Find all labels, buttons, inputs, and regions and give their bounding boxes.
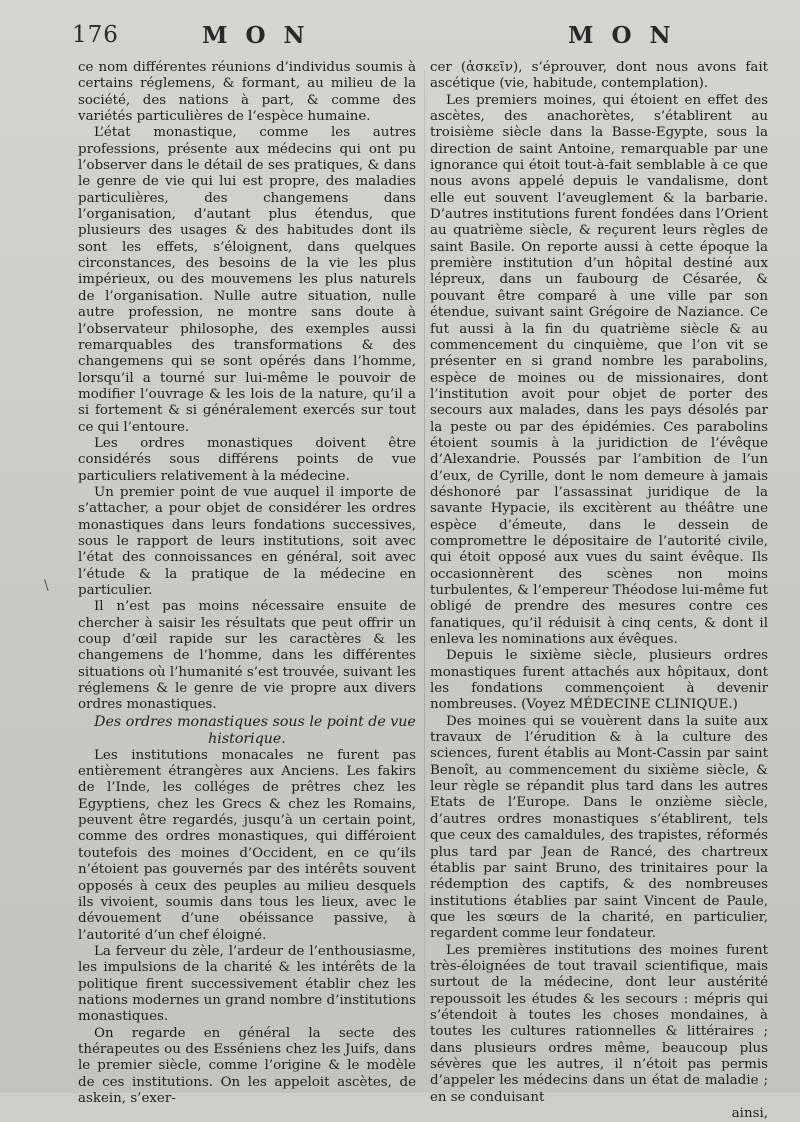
paragraph: On regarde en général la secte des thérapeutes ou des Esséniens chez les Juifs, dans le premier siècle, comme l’origine & le modèle de ces institutions. On les appeloit ascètes, de askein, s’exer- [78, 1025, 416, 1106]
paragraph: Il n’est pas moins nécessaire ensuite de chercher à saisir les résultats que peut offrir un coup d’œil rapide sur les caractères & les changemens de l’homme, dans les différentes situations où l’humanité s’est trouvée, suivant les réglemens & le genre de vie propre aux divers ordres monastiques. [78, 599, 416, 713]
paragraph: ce nom différentes réunions d’individus soumis à certains réglemens, & formant, au milieu de la société, des nations à part, & comme des variétés particulières de l’espèce humaine. [78, 60, 416, 125]
paragraph: Depuis le sixième siècle, plusieurs ordres monastiques furent attachés aux hôpitaux, dont les fondations commençoient à devenir nombreuses. (Voyez MÉDECINE CLINIQUE.) [430, 648, 768, 713]
paragraph: ainsi, [731, 1106, 768, 1121]
paragraph: Les premières institutions des moines furent très-éloignées de tout travail scientifique, mais surtout de la médecine, dont leur austérité repoussoit les études & les secours : mépris qui s’étendoit à toutes les choses mondaines, à toutes les cultures rationnelles & littéraires ; dans plusieurs ordres même, beaucoup plus sévères que les autres, il n’étoit pas permis d’appeler les médecins dans un état de maladie ; en se conduisant [430, 942, 768, 1105]
section-heading: Des ordres monastiques sous le point de vue historique. [94, 713, 416, 747]
paragraph: L’état monastique, comme les autres professions, présente aux médecins qui ont pu l’observer dans le détail de ses pratiques, & dans le genre de vie qui lui est propre, des maladies particulières, des changemens dans l’organisation, d’autant plus étendus, que plusieurs des usages & des habitudes dont ils sont les effets, s’éloignent, dans quelques circonstances, des besoins de la vie les plus impérieux, ou des mouvemens les plus naturels de l’organisation. Nulle autre situation, nulle autre profession, ne montre sans doute à l’observateur philosophe, des exemples aussi remarquables des transformations & des changemens qui se sont opérés dans l’homme, lorsqu’il a tourné sur lui-même le pouvoir de modifier l’ouvrage & les lois de la nature, qu’il a si fortement & si généralement exercés sur tout ce qui l’entoure. [78, 125, 416, 435]
paragraph: La ferveur du zèle, l’ardeur de l’enthousiasme, les impulsions de la charité & les intérêts de la politique firent successivement établir chez les nations modernes un grand nombre d’institutions monastiques. [78, 943, 416, 1025]
paragraph: Un premier point de vue auquel il importe de s’attacher, a pour objet de considérer les ordres monastiques dans leurs fondations successives, sous le rapport de leurs institutions, soit avec l’état des connoissances en général, soit avec l’étude & la pratique de la médecine en particulier. [78, 484, 416, 598]
paragraph: Des moines qui se vouèrent dans la suite aux travaux de l’érudition & à la culture des sciences, furent établis au Mont-Cassin par saint Benoît, au commencement du sixième siècle, & leur règle se répandit plus tard dans les autres Etats de l’Europe. Dans le onzième siècle, d’autres ordres monastiques s’établirent, tels que ceux des camaldules, des trapistes, réformés plus tard par Jean de Rancé, des chartreux établis par saint Bruno, des trinitaires pour la rédemption des captifs, & des nombreuses institutions établies par saint Vincent de Paule, que les sœurs de la charité, en particulier, regardent comme leur fondateur. [430, 713, 768, 942]
left-column [78, 60, 416, 1107]
paragraph: Les ordres monastiques doivent être considérés sous différens points de vue particuliers relativement à la médecine. [78, 435, 416, 484]
paragraph: cer (ἀσκεῖν), s’éprouver, dont nous avons fait ascétique (vie, habitude, contemplation). [430, 60, 768, 92]
margin-mark: \ [44, 578, 49, 594]
right-column [430, 60, 768, 1122]
running-head-right: M O N [568, 22, 676, 49]
paragraph: Les premiers moines, qui étoient en effet des ascètes, des anachorètes, s’établirent au troisième siècle dans la Basse-Egypte, sous la direction de saint Antoine, remarquable par une ignorance qui étoit tout-à-fait semblable à ce que nous avons appelé depuis le vandalisme, dont elle eut souvent l’aveuglement & la barbarie. D’autres institutions furent fondées dans l’Orient au quatrième siècle, & reçurent leurs règles de saint Basile. On reporte aussi à cette époque la première institution d’un hôpital destiné aux lépreux, dans un faubourg de Césarée, & pouvant être comparé à une ville par son étendue, suivant saint Grégoire de Naziance. Ce fut aussi à la fin du quatrième siècle & au commencement du cinquième, que l’on vit se présenter en si grand nombre les parabolins, espèce de moines ou de missionaires, dont l’institution avoit pour objet de porter des secours aux malades, dans les pays désolés par la peste ou par des épidémies. Ces parabolins étoient soumis à la juridiction de l’évêque d’Alexandrie. Poussés par l’ambition de l’un d’eux, de Cyrille, dont le nom demeure à jamais déshonoré par l’assassinat juridique de la savante Hypacie, ils excitèrent au théâtre une espèce d’émeute, dans le dessein de compromettre le dépositaire de l’autorité civile, qui étoit opposé aux vues du saint évêque. Ils occasionnèrent des scènes non moins turbulentes, & l’empereur Théodose lui-même fut obligé de prendre des mesures contre ces fanatiques, qu’il réduisit à cinq cents, & dont il enleva les nominations aux évêques. [430, 92, 768, 648]
running-head-left: M O N [202, 22, 310, 49]
column-gutter [424, 70, 425, 1060]
paragraph: Les institutions monacales ne furent pas entièrement étrangères aux Anciens. Les fakirs de l’Inde, les colléges de prêtres chez les Egyptiens, chez les Grecs & chez les Romains, peuvent être regardés, jusqu’à un certain point, comme des ordres monastiques, qui différoient toutefois des moines d’Occident, en ce qu’ils n’étoient pas gouvernés par des intérêts souvent opposés à ceux des peuples au milieu desquels ils vivoient, soumis dans tous les lieux, avec le dévouement d’une obéissance passive, à l’autorité d’un chef éloigné. [78, 747, 416, 943]
page-number: 176 [72, 22, 119, 48]
